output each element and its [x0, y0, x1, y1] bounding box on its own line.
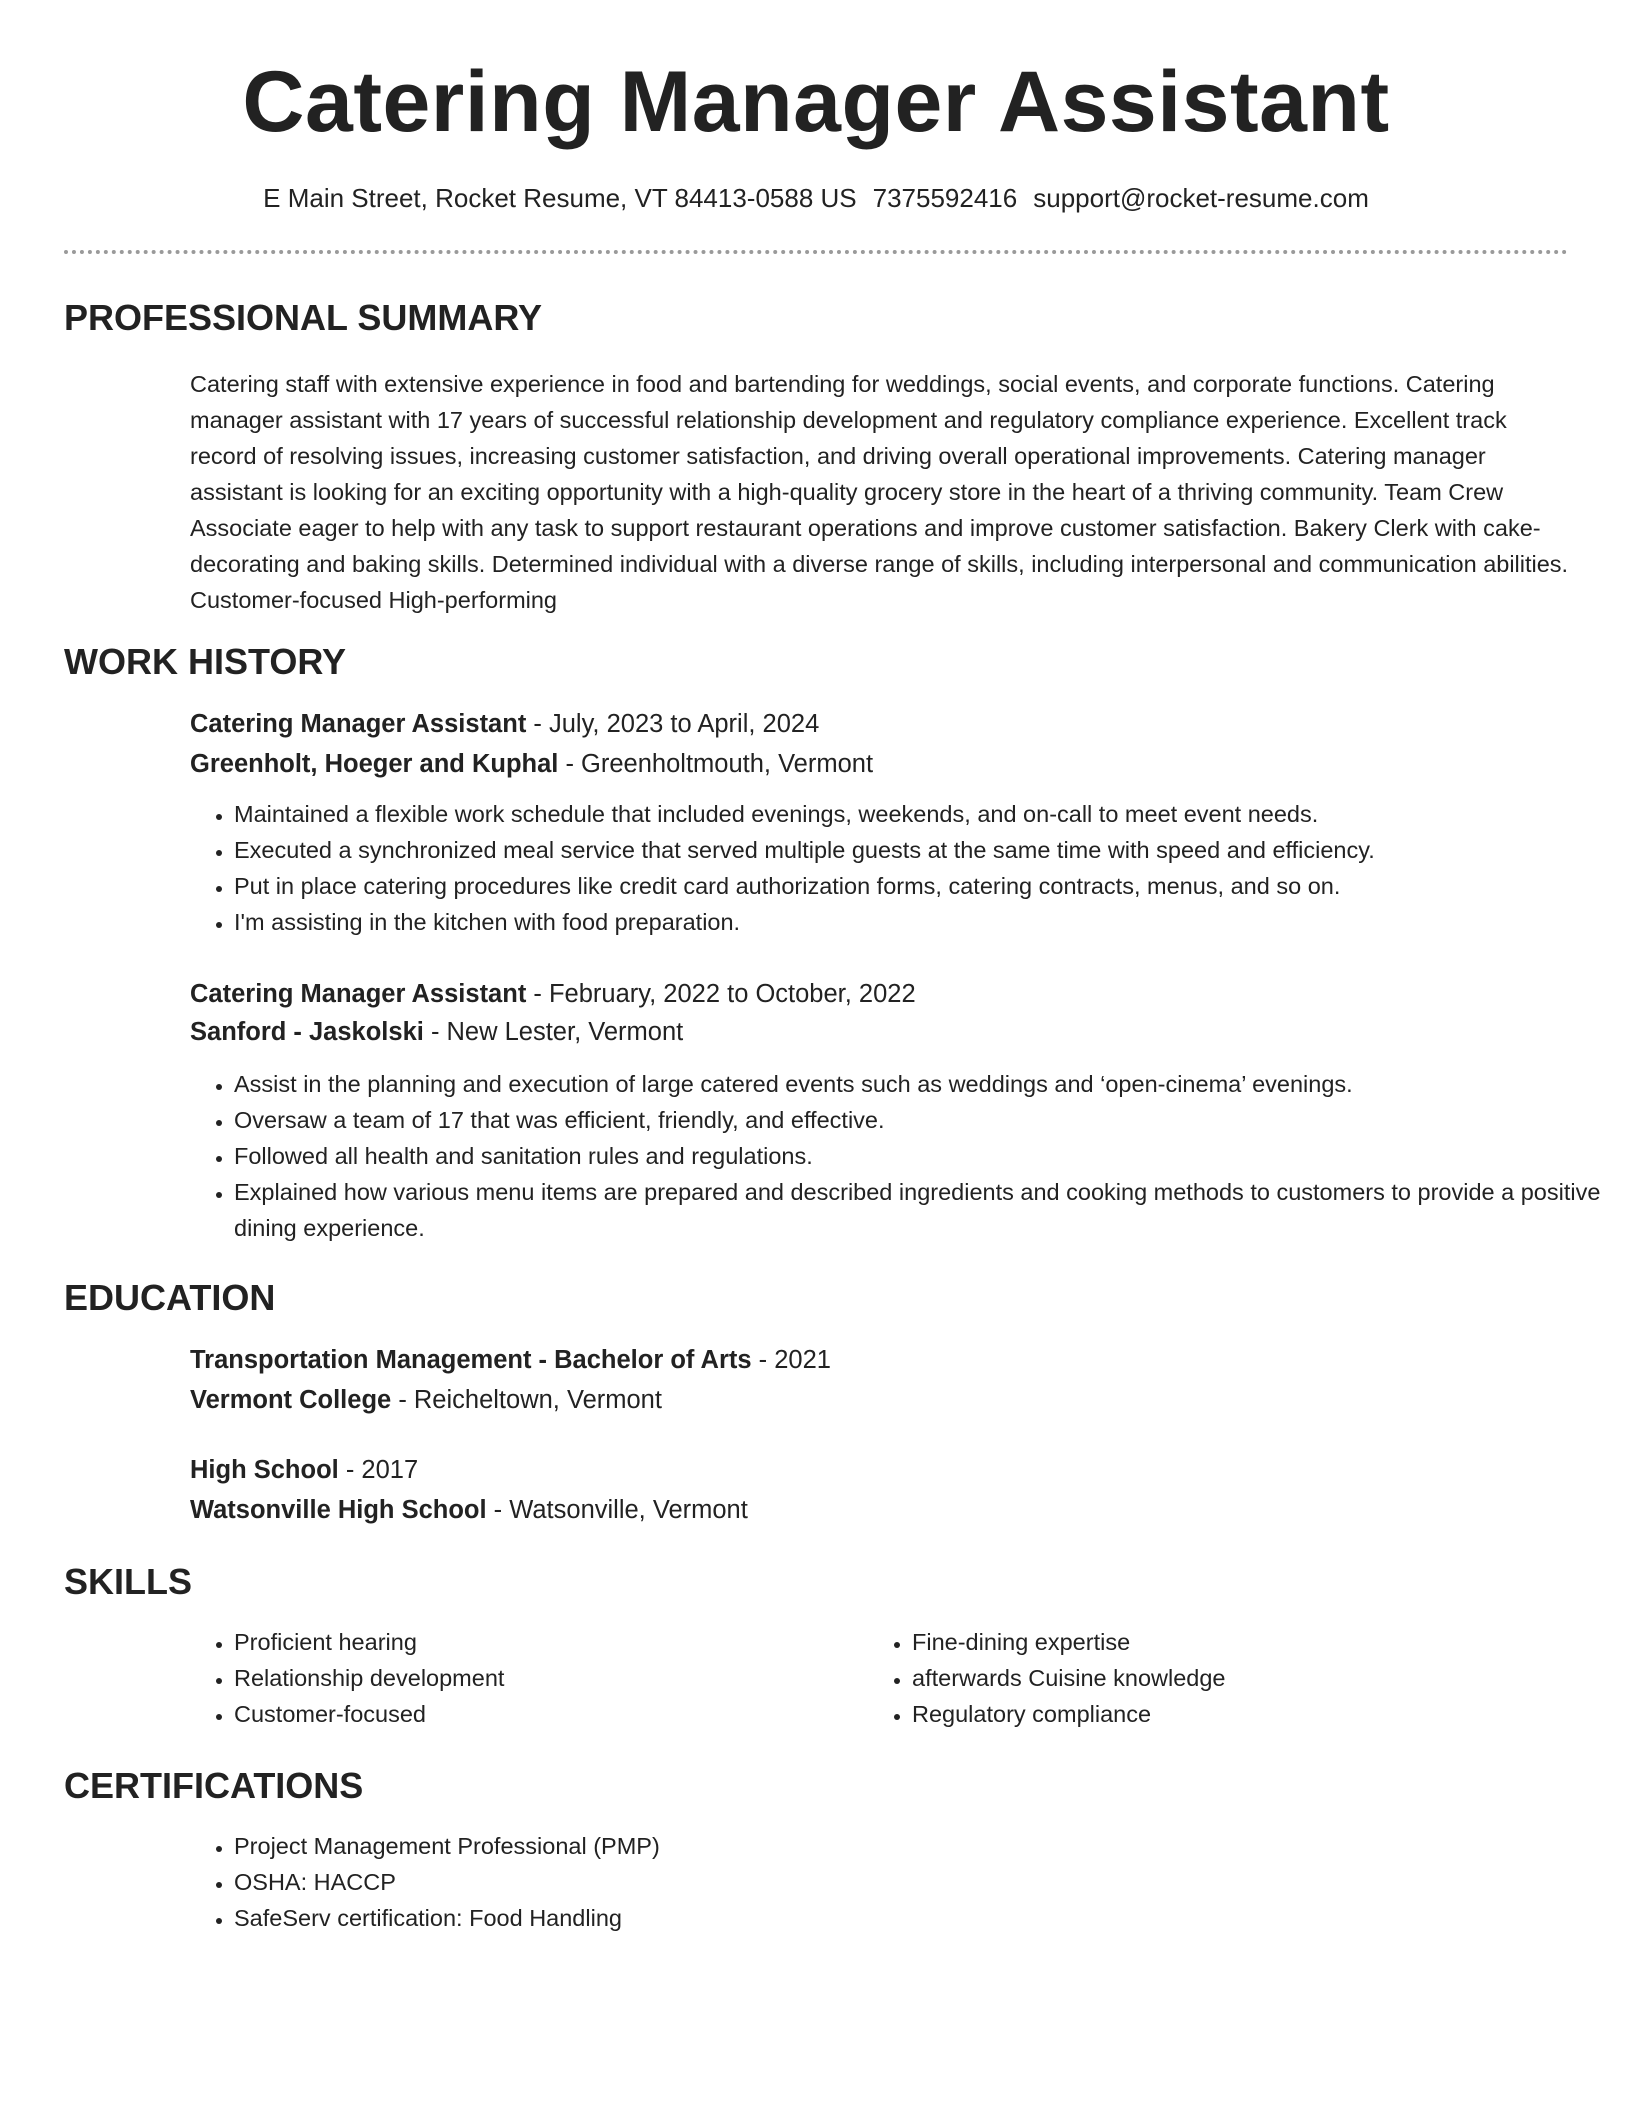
education-2-degree-line: [190, 1452, 1570, 1488]
job-1-title-line: [190, 706, 1570, 742]
list-item: • Explained how various menu items are prepared and described ingredients and cooking methods to customers to provide a positive dining experience.: [234, 1174, 1616, 1246]
education-1-year: - 2021: [758, 1346, 831, 1374]
job-2-role: Catering Manager Assistant: [190, 980, 527, 1008]
header-divider: [64, 250, 1568, 254]
contact-email: support@rocket-resume.com: [1033, 183, 1369, 213]
job-2-bullets: [190, 1066, 1616, 1246]
job-2-dates: - February, 2022 to October, 2022: [533, 980, 916, 1008]
job-1-role: Catering Manager Assistant: [190, 710, 527, 738]
contact-line: [0, 180, 1632, 216]
list-item: • Customer-focused: [234, 1696, 874, 1732]
candidate-name: Catering Manager Assistant: [242, 54, 1390, 150]
job-1-dates: - July, 2023 to April, 2024: [533, 710, 820, 738]
education-1-degree-line: [190, 1342, 1570, 1378]
skills-left-list: [190, 1624, 874, 1732]
list-item: • I'm assisting in the kitchen with food preparation.: [234, 904, 1616, 940]
education-1-degree: Transportation Management - Bachelor of Arts: [190, 1346, 752, 1374]
skills-heading: SKILLS: [64, 1561, 193, 1602]
list-item: • Project Management Professional (PMP): [234, 1828, 1616, 1864]
education-2-school-line: [190, 1492, 1570, 1528]
list-item: • Fine-dining expertise: [912, 1624, 1612, 1660]
education-1-location: - Reicheltown, Vermont: [398, 1386, 662, 1414]
summary-heading: PROFESSIONAL SUMMARY: [64, 297, 543, 338]
job-1-company-line: [190, 746, 1570, 782]
list-item: • Maintained a flexible work schedule that included evenings, weekends, and on-call to meet event needs.: [234, 796, 1616, 832]
job-1-bullets: [190, 796, 1616, 940]
list-item: • Executed a synchronized meal service that served multiple guests at the same time with speed and efficiency.: [234, 832, 1616, 868]
list-item: • afterwards Cuisine knowledge: [912, 1660, 1612, 1696]
list-item: • OSHA: HACCP: [234, 1864, 1616, 1900]
education-2-year: - 2017: [345, 1456, 419, 1484]
certifications-heading: CERTIFICATIONS: [64, 1765, 364, 1806]
list-item: • Assist in the planning and execution of large catered events such as weddings and ‘open-cinema’ evenings.: [234, 1066, 1616, 1102]
job-1-location: - Greenholtmouth, Vermont: [565, 750, 874, 778]
job-2-company-line: [190, 1014, 1570, 1050]
list-item: • Relationship development: [234, 1660, 874, 1696]
job-2-title-line: [190, 976, 1570, 1012]
summary-text: Catering staff with extensive experience in food and bartending for weddings, social events, and corporate functions. Catering manager assistant with 17 years of successful relationship development and regulatory compliance experience. Excellent track record of resolving issues, increasing customer satisfaction, and driving overall operational improvements. Catering manager assistant is looking for an exciting opportunity with a high-quality grocery store in the heart of a thriving community. Team Crew Associate eager to help with any task to support restaurant operations and improve customer satisfaction. Bakery Clerk with cake-decorating and baking skills. Determined individual with a diverse range of skills, including interpersonal and communication abilities. Customer-focused High-performing: [190, 371, 1569, 613]
education-2-degree: High School: [190, 1456, 339, 1484]
job-2-location: - New Lester, Vermont: [430, 1018, 684, 1046]
education-2-location: - Watsonville, Vermont: [493, 1496, 748, 1524]
list-item: • Proficient hearing: [234, 1624, 874, 1660]
education-heading: EDUCATION: [64, 1277, 276, 1318]
contact-phone: 7375592416: [872, 183, 1018, 213]
job-1-company: Greenholt, Hoeger and Kuphal: [190, 750, 559, 778]
education-1-school-line: [190, 1382, 1570, 1418]
work-history-heading: WORK HISTORY: [64, 641, 347, 682]
list-item: • Oversaw a team of 17 that was efficient, friendly, and effective.: [234, 1102, 1616, 1138]
list-item: • Followed all health and sanitation rules and regulations.: [234, 1138, 1616, 1174]
list-item: • Regulatory compliance: [912, 1696, 1612, 1732]
education-2-school: Watsonville High School: [190, 1496, 487, 1524]
skills-right-list: [868, 1624, 1612, 1732]
list-item: • Put in place catering procedures like credit card authorization forms, catering contracts, menus, and so on.: [234, 868, 1616, 904]
education-1-school: Vermont College: [190, 1386, 392, 1414]
job-2-company: Sanford - Jaskolski: [190, 1018, 424, 1046]
contact-address: E Main Street, Rocket Resume, VT 84413-0588 US: [263, 183, 857, 213]
list-item: • SafeServ certification: Food Handling: [234, 1900, 1616, 1936]
certifications-list: [190, 1828, 1616, 1936]
